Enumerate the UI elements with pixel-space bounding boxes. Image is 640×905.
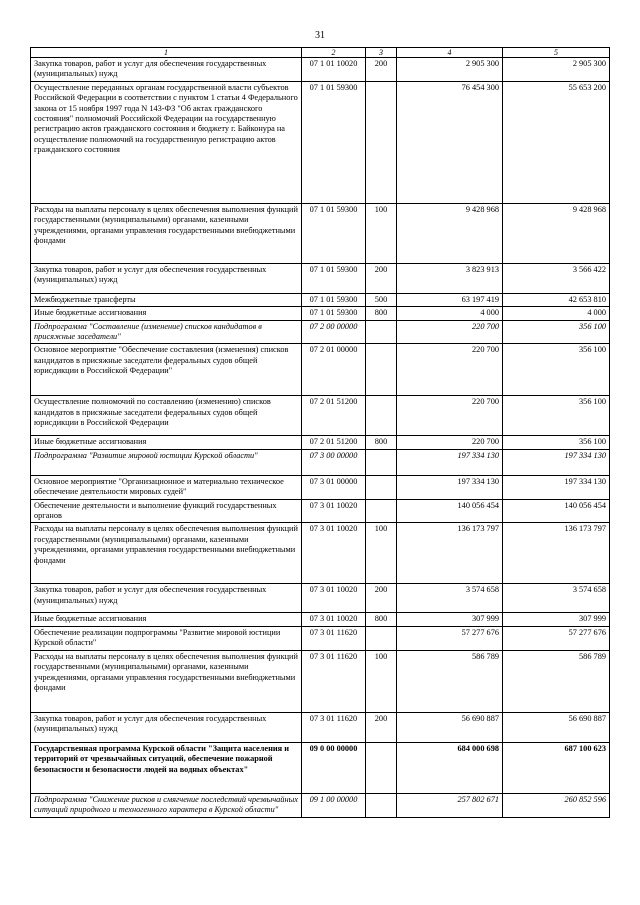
row-amount-1-cell: 57 277 676 [397, 626, 503, 650]
row-amount-1-cell: 307 999 [397, 613, 503, 626]
row-type-cell: 200 [366, 58, 397, 82]
row-type-cell: 200 [366, 584, 397, 613]
row-name-cell: Обеспечение деятельности и выполнение функций государственных органов [31, 499, 302, 523]
table-row [31, 499, 610, 523]
table-row [31, 320, 610, 344]
row-type-cell: 200 [366, 263, 397, 293]
row-amount-1-cell: 197 334 130 [397, 449, 503, 475]
row-amount-2-cell: 356 100 [503, 344, 610, 396]
row-amount-2-cell: 197 334 130 [503, 475, 610, 499]
table-row [31, 203, 610, 263]
row-name-cell: Подпрограмма "Снижение рисков и смягчение последствий чрезвычайных ситуаций природного и техногенного характера в Курской области" [31, 793, 302, 817]
row-code-cell: 07 3 01 10020 [302, 584, 366, 613]
row-type-cell [366, 793, 397, 817]
row-amount-1-cell: 257 802 671 [397, 793, 503, 817]
row-amount-1-cell: 220 700 [397, 396, 503, 436]
row-amount-1-cell: 9 428 968 [397, 203, 503, 263]
row-amount-2-cell: 140 056 454 [503, 499, 610, 523]
row-amount-1-cell: 63 197 419 [397, 293, 503, 306]
row-amount-2-cell: 260 852 596 [503, 793, 610, 817]
header-col-5: 5 [503, 48, 610, 58]
table-row [31, 626, 610, 650]
row-amount-2-cell: 356 100 [503, 320, 610, 344]
row-code-cell: 09 1 00 00000 [302, 793, 366, 817]
row-amount-1-cell: 220 700 [397, 344, 503, 396]
table-row [31, 449, 610, 475]
row-type-cell [366, 626, 397, 650]
row-amount-1-cell: 4 000 [397, 307, 503, 320]
row-name-cell: Осуществление полномочий по составлению (изменению) списков кандидатов в присяжные заседатели федеральных судов общей юрисдикции в Российской Федерации [31, 396, 302, 436]
row-type-cell [366, 396, 397, 436]
row-name-cell: Расходы на выплаты персоналу в целях обеспечения выполнения функций государственными (муниципальными) органами, казенными учреждениями, органами управления государственными внебюджетными фондами [31, 650, 302, 712]
row-amount-2-cell: 356 100 [503, 396, 610, 436]
row-amount-2-cell: 9 428 968 [503, 203, 610, 263]
row-code-cell: 07 1 01 59300 [302, 293, 366, 306]
row-type-cell [366, 475, 397, 499]
row-name-cell: Обеспечение реализации подпрограммы "Развитие мировой юстиции Курской области" [31, 626, 302, 650]
row-code-cell: 07 3 01 00000 [302, 475, 366, 499]
table-row [31, 475, 610, 499]
table-row [31, 523, 610, 584]
row-code-cell: 07 3 01 10020 [302, 613, 366, 626]
row-amount-1-cell: 2 905 300 [397, 58, 503, 82]
table-row [31, 650, 610, 712]
row-code-cell: 07 1 01 10020 [302, 58, 366, 82]
row-amount-2-cell: 3 574 658 [503, 584, 610, 613]
row-amount-2-cell: 3 566 422 [503, 263, 610, 293]
table-row [31, 436, 610, 449]
row-type-cell [366, 499, 397, 523]
row-code-cell: 07 3 01 10020 [302, 499, 366, 523]
row-name-cell: Осуществление переданных органам государственной власти субъектов Российской Федерации в соответствии с пунктом 1 статьи 4 Федерального закона от 15 ноября 1997 года N 143-ФЗ "Об актах гражданского состояния" полномочий Российской Федерации на государственную регистрацию актов гражданского состояния и бюджету г. Байконура на осуществление полномочий на государственную регистрацию актов гражданского состояния [31, 81, 302, 203]
row-name-cell: Государственная программа Курской области "Защита населения и территорий от чрезвычайных ситуаций, обеспечение пожарной безопасности и безопасности людей на водных объектах" [31, 742, 302, 793]
row-code-cell: 07 1 01 59300 [302, 263, 366, 293]
row-code-cell: 07 3 00 00000 [302, 449, 366, 475]
row-type-cell [366, 449, 397, 475]
row-name-cell: Закупка товаров, работ и услуг для обеспечения государственных (муниципальных) нужд [31, 58, 302, 82]
row-amount-1-cell: 684 000 698 [397, 742, 503, 793]
table-row [31, 712, 610, 742]
row-amount-2-cell: 136 173 797 [503, 523, 610, 584]
row-amount-2-cell: 56 690 887 [503, 712, 610, 742]
row-type-cell [366, 344, 397, 396]
row-amount-2-cell: 197 334 130 [503, 449, 610, 475]
table-row [31, 396, 610, 436]
header-col-2: 2 [302, 48, 366, 58]
table-row [31, 307, 610, 320]
row-code-cell: 09 0 00 00000 [302, 742, 366, 793]
row-type-cell: 100 [366, 203, 397, 263]
row-type-cell: 100 [366, 523, 397, 584]
table-row [31, 613, 610, 626]
row-type-cell: 800 [366, 307, 397, 320]
row-code-cell: 07 3 01 10020 [302, 523, 366, 584]
row-code-cell: 07 3 01 11620 [302, 650, 366, 712]
row-amount-2-cell: 307 999 [503, 613, 610, 626]
row-name-cell: Иные бюджетные ассигнования [31, 307, 302, 320]
table-row [31, 58, 610, 82]
row-amount-1-cell: 136 173 797 [397, 523, 503, 584]
row-type-cell: 800 [366, 613, 397, 626]
row-type-cell: 800 [366, 436, 397, 449]
row-amount-2-cell: 57 277 676 [503, 626, 610, 650]
table-body [31, 58, 610, 818]
row-amount-1-cell: 140 056 454 [397, 499, 503, 523]
row-amount-1-cell: 220 700 [397, 436, 503, 449]
row-name-cell: Закупка товаров, работ и услуг для обеспечения государственных (муниципальных) нужд [31, 263, 302, 293]
row-code-cell: 07 2 00 00000 [302, 320, 366, 344]
row-type-cell: 500 [366, 293, 397, 306]
header-col-1: 1 [31, 48, 302, 58]
row-name-cell: Основное мероприятие "Обеспечение составления (изменения) списков кандидатов в присяжные заседатели федеральных судов общей юрисдикции в Российской Федерации" [31, 344, 302, 396]
row-amount-1-cell: 197 334 130 [397, 475, 503, 499]
row-name-cell: Межбюджетные трансферты [31, 293, 302, 306]
row-amount-2-cell: 42 653 810 [503, 293, 610, 306]
row-amount-2-cell: 4 000 [503, 307, 610, 320]
header-col-3: 3 [366, 48, 397, 58]
row-amount-2-cell: 687 100 623 [503, 742, 610, 793]
row-code-cell: 07 1 01 59300 [302, 307, 366, 320]
row-code-cell: 07 3 01 11620 [302, 712, 366, 742]
row-type-cell [366, 81, 397, 203]
table-row [31, 793, 610, 817]
row-amount-1-cell: 3 823 913 [397, 263, 503, 293]
row-code-cell: 07 2 01 51200 [302, 396, 366, 436]
row-code-cell: 07 1 01 59300 [302, 203, 366, 263]
budget-table [30, 47, 610, 818]
row-amount-2-cell: 2 905 300 [503, 58, 610, 82]
row-amount-2-cell: 55 653 200 [503, 81, 610, 203]
header-row [31, 48, 610, 58]
row-name-cell: Подпрограмма "Составление (изменение) списков кандидатов в присяжные заседатели" [31, 320, 302, 344]
page-number: 31 [315, 30, 325, 41]
table-row [31, 584, 610, 613]
row-amount-1-cell: 3 574 658 [397, 584, 503, 613]
row-name-cell: Основное мероприятие "Организационное и материально техническое обеспечение деятельности мировых судей" [31, 475, 302, 499]
row-type-cell [366, 320, 397, 344]
header-col-4: 4 [397, 48, 503, 58]
row-type-cell: 100 [366, 650, 397, 712]
row-code-cell: 07 3 01 11620 [302, 626, 366, 650]
table-row [31, 293, 610, 306]
row-amount-2-cell: 586 789 [503, 650, 610, 712]
row-code-cell: 07 2 01 00000 [302, 344, 366, 396]
row-amount-1-cell: 76 454 300 [397, 81, 503, 203]
row-amount-1-cell: 56 690 887 [397, 712, 503, 742]
row-type-cell: 200 [366, 712, 397, 742]
row-name-cell: Иные бюджетные ассигнования [31, 436, 302, 449]
table-row [31, 344, 610, 396]
row-amount-1-cell: 220 700 [397, 320, 503, 344]
table-row [31, 263, 610, 293]
row-name-cell: Иные бюджетные ассигнования [31, 613, 302, 626]
table-row [31, 81, 610, 203]
row-name-cell: Закупка товаров, работ и услуг для обеспечения государственных (муниципальных) нужд [31, 712, 302, 742]
row-name-cell: Расходы на выплаты персоналу в целях обеспечения выполнения функций государственными (муниципальными) органами, казенными учреждениями, органами управления государственными внебюджетными фондами [31, 523, 302, 584]
row-name-cell: Подпрограмма "Развитие мировой юстиции Курской области" [31, 449, 302, 475]
row-name-cell: Закупка товаров, работ и услуг для обеспечения государственных (муниципальных) нужд [31, 584, 302, 613]
row-code-cell: 07 2 01 51200 [302, 436, 366, 449]
row-amount-1-cell: 586 789 [397, 650, 503, 712]
row-code-cell: 07 1 01 59300 [302, 81, 366, 203]
row-type-cell [366, 742, 397, 793]
table-row [31, 742, 610, 793]
row-name-cell: Расходы на выплаты персоналу в целях обеспечения выполнения функций государственными (муниципальными) органами, казенными учреждениями, органами управления государственными внебюджетными фондами [31, 203, 302, 263]
row-amount-2-cell: 356 100 [503, 436, 610, 449]
